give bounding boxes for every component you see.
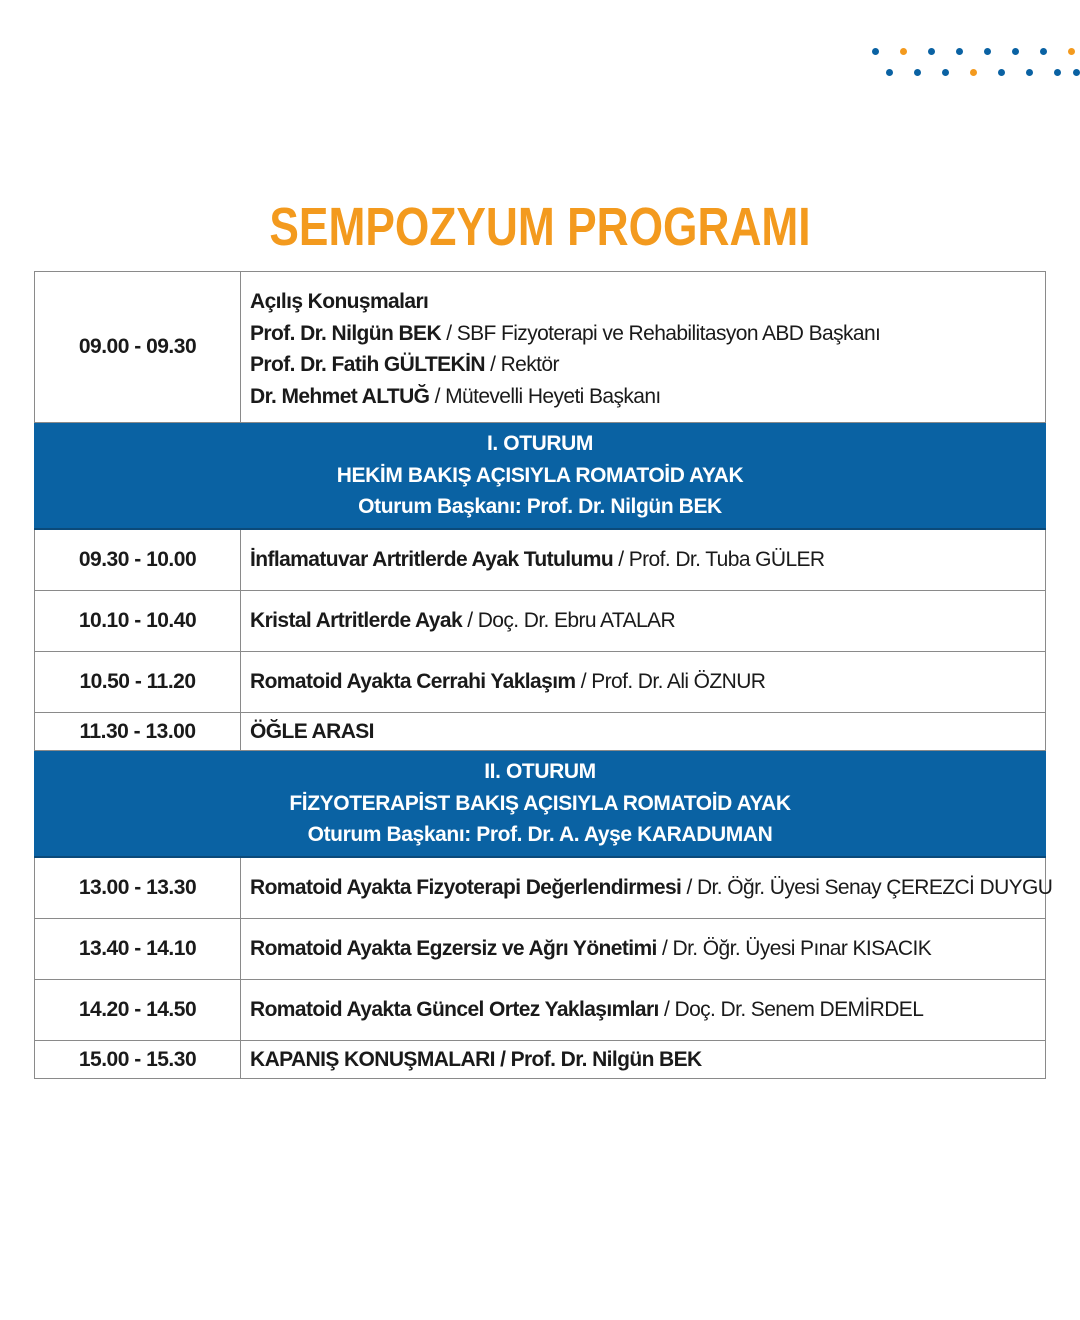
- break-row: [35, 713, 1046, 751]
- session-header: [35, 423, 1046, 530]
- closing-cell: [241, 1041, 1046, 1079]
- talk-topic: İnflamatuvar Artritlerde Ayak Tutulumu: [250, 548, 614, 571]
- time-cell: 14.20 - 14.50: [35, 980, 241, 1041]
- talk-cell: [241, 591, 1046, 652]
- talk-row: [35, 980, 1046, 1041]
- talk-speaker: / Prof. Dr. Tuba GÜLER: [613, 548, 825, 571]
- talk-topic: Romatoid Ayakta Cerrahi Yaklaşım: [250, 670, 576, 693]
- talk-topic: Romatoid Ayakta Egzersiz ve Ağrı Yönetimi: [250, 937, 657, 960]
- time-cell: 11.30 - 13.00: [35, 713, 241, 751]
- opening-heading: Açılış Konuşmaları: [250, 290, 429, 313]
- talk-cell: [241, 919, 1046, 980]
- session-header: [35, 751, 1046, 858]
- session-number: II. OTURUM: [484, 760, 596, 784]
- speaker-name: Prof. Dr. Nilgün BEK: [250, 321, 442, 345]
- session-theme: FİZYOTERAPİST BAKIŞ AÇISIYLA ROMATOİD AYAK: [289, 791, 791, 815]
- talk-topic: Kristal Artritlerde Ayak: [250, 609, 463, 632]
- break-cell: [241, 713, 1046, 751]
- time-cell: 10.10 - 10.40: [35, 591, 241, 652]
- closing-label: KAPANIŞ KONUŞMALARI / Prof. Dr. Nilgün BEK: [250, 1047, 702, 1071]
- decorative-dots: [868, 44, 1080, 84]
- time-cell: 09.30 - 10.00: [35, 529, 241, 591]
- speaker-role: / Mütevelli Heyeti Başkanı: [429, 384, 661, 408]
- speaker-role: / Rektör: [484, 353, 559, 376]
- speaker-name: Dr. Mehmet ALTUĞ: [250, 384, 430, 408]
- time-cell: 09.00 - 09.30: [35, 272, 241, 423]
- opening-row: [35, 272, 1046, 423]
- break-label: ÖĞLE ARASI: [250, 719, 374, 743]
- opening-cell: [241, 272, 1046, 423]
- talk-row: [35, 857, 1046, 919]
- talk-speaker: / Prof. Dr. Ali ÖZNUR: [575, 670, 766, 693]
- talk-speaker: / Doç. Dr. Senem DEMİRDEL: [658, 998, 924, 1021]
- talk-row: [35, 652, 1046, 713]
- speaker-role: / SBF Fizyoterapi ve Rehabilitasyon ABD Başkanı: [441, 321, 881, 345]
- session-theme: HEKİM BAKIŞ AÇISIYLA ROMATOİD AYAK: [336, 463, 744, 487]
- talk-topic: Romatoid Ayakta Fizyoterapi Değerlendirmesi: [250, 876, 682, 899]
- page-title: SEMPOZYUM PROGRAMI: [269, 197, 811, 257]
- talk-topic: Romatoid Ayakta Güncel Ortez Yaklaşımları: [250, 998, 659, 1021]
- speaker-name: Prof. Dr. Fatih GÜLTEKİN: [250, 353, 485, 376]
- talk-cell: [241, 857, 1053, 919]
- time-cell: 10.50 - 11.20: [35, 652, 241, 713]
- talk-cell: [241, 529, 1046, 591]
- talk-cell: [241, 980, 1046, 1041]
- program-table: [34, 271, 1053, 1079]
- talk-row: [35, 919, 1046, 980]
- closing-row: [35, 1041, 1046, 1079]
- talk-speaker: / Dr. Öğr. Üyesi Pınar KISACIK: [656, 937, 932, 960]
- talk-row: [35, 529, 1046, 591]
- time-cell: 13.40 - 14.10: [35, 919, 241, 980]
- time-cell: 15.00 - 15.30: [35, 1041, 241, 1079]
- session-number: I. OTURUM: [486, 432, 594, 456]
- session-chair: Oturum Başkanı: Prof. Dr. Nilgün BEK: [358, 495, 722, 519]
- talk-row: [35, 591, 1046, 652]
- session-chair: Oturum Başkanı: Prof. Dr. A. Ayşe KARADUMAN: [307, 823, 773, 847]
- talk-cell: [241, 652, 1046, 713]
- talk-speaker: / Doç. Dr. Ebru ATALAR: [462, 609, 676, 632]
- talk-speaker: / Dr. Öğr. Üyesi Senay ÇEREZCİ DUYGU: [681, 876, 1053, 899]
- time-cell: 13.00 - 13.30: [35, 857, 241, 919]
